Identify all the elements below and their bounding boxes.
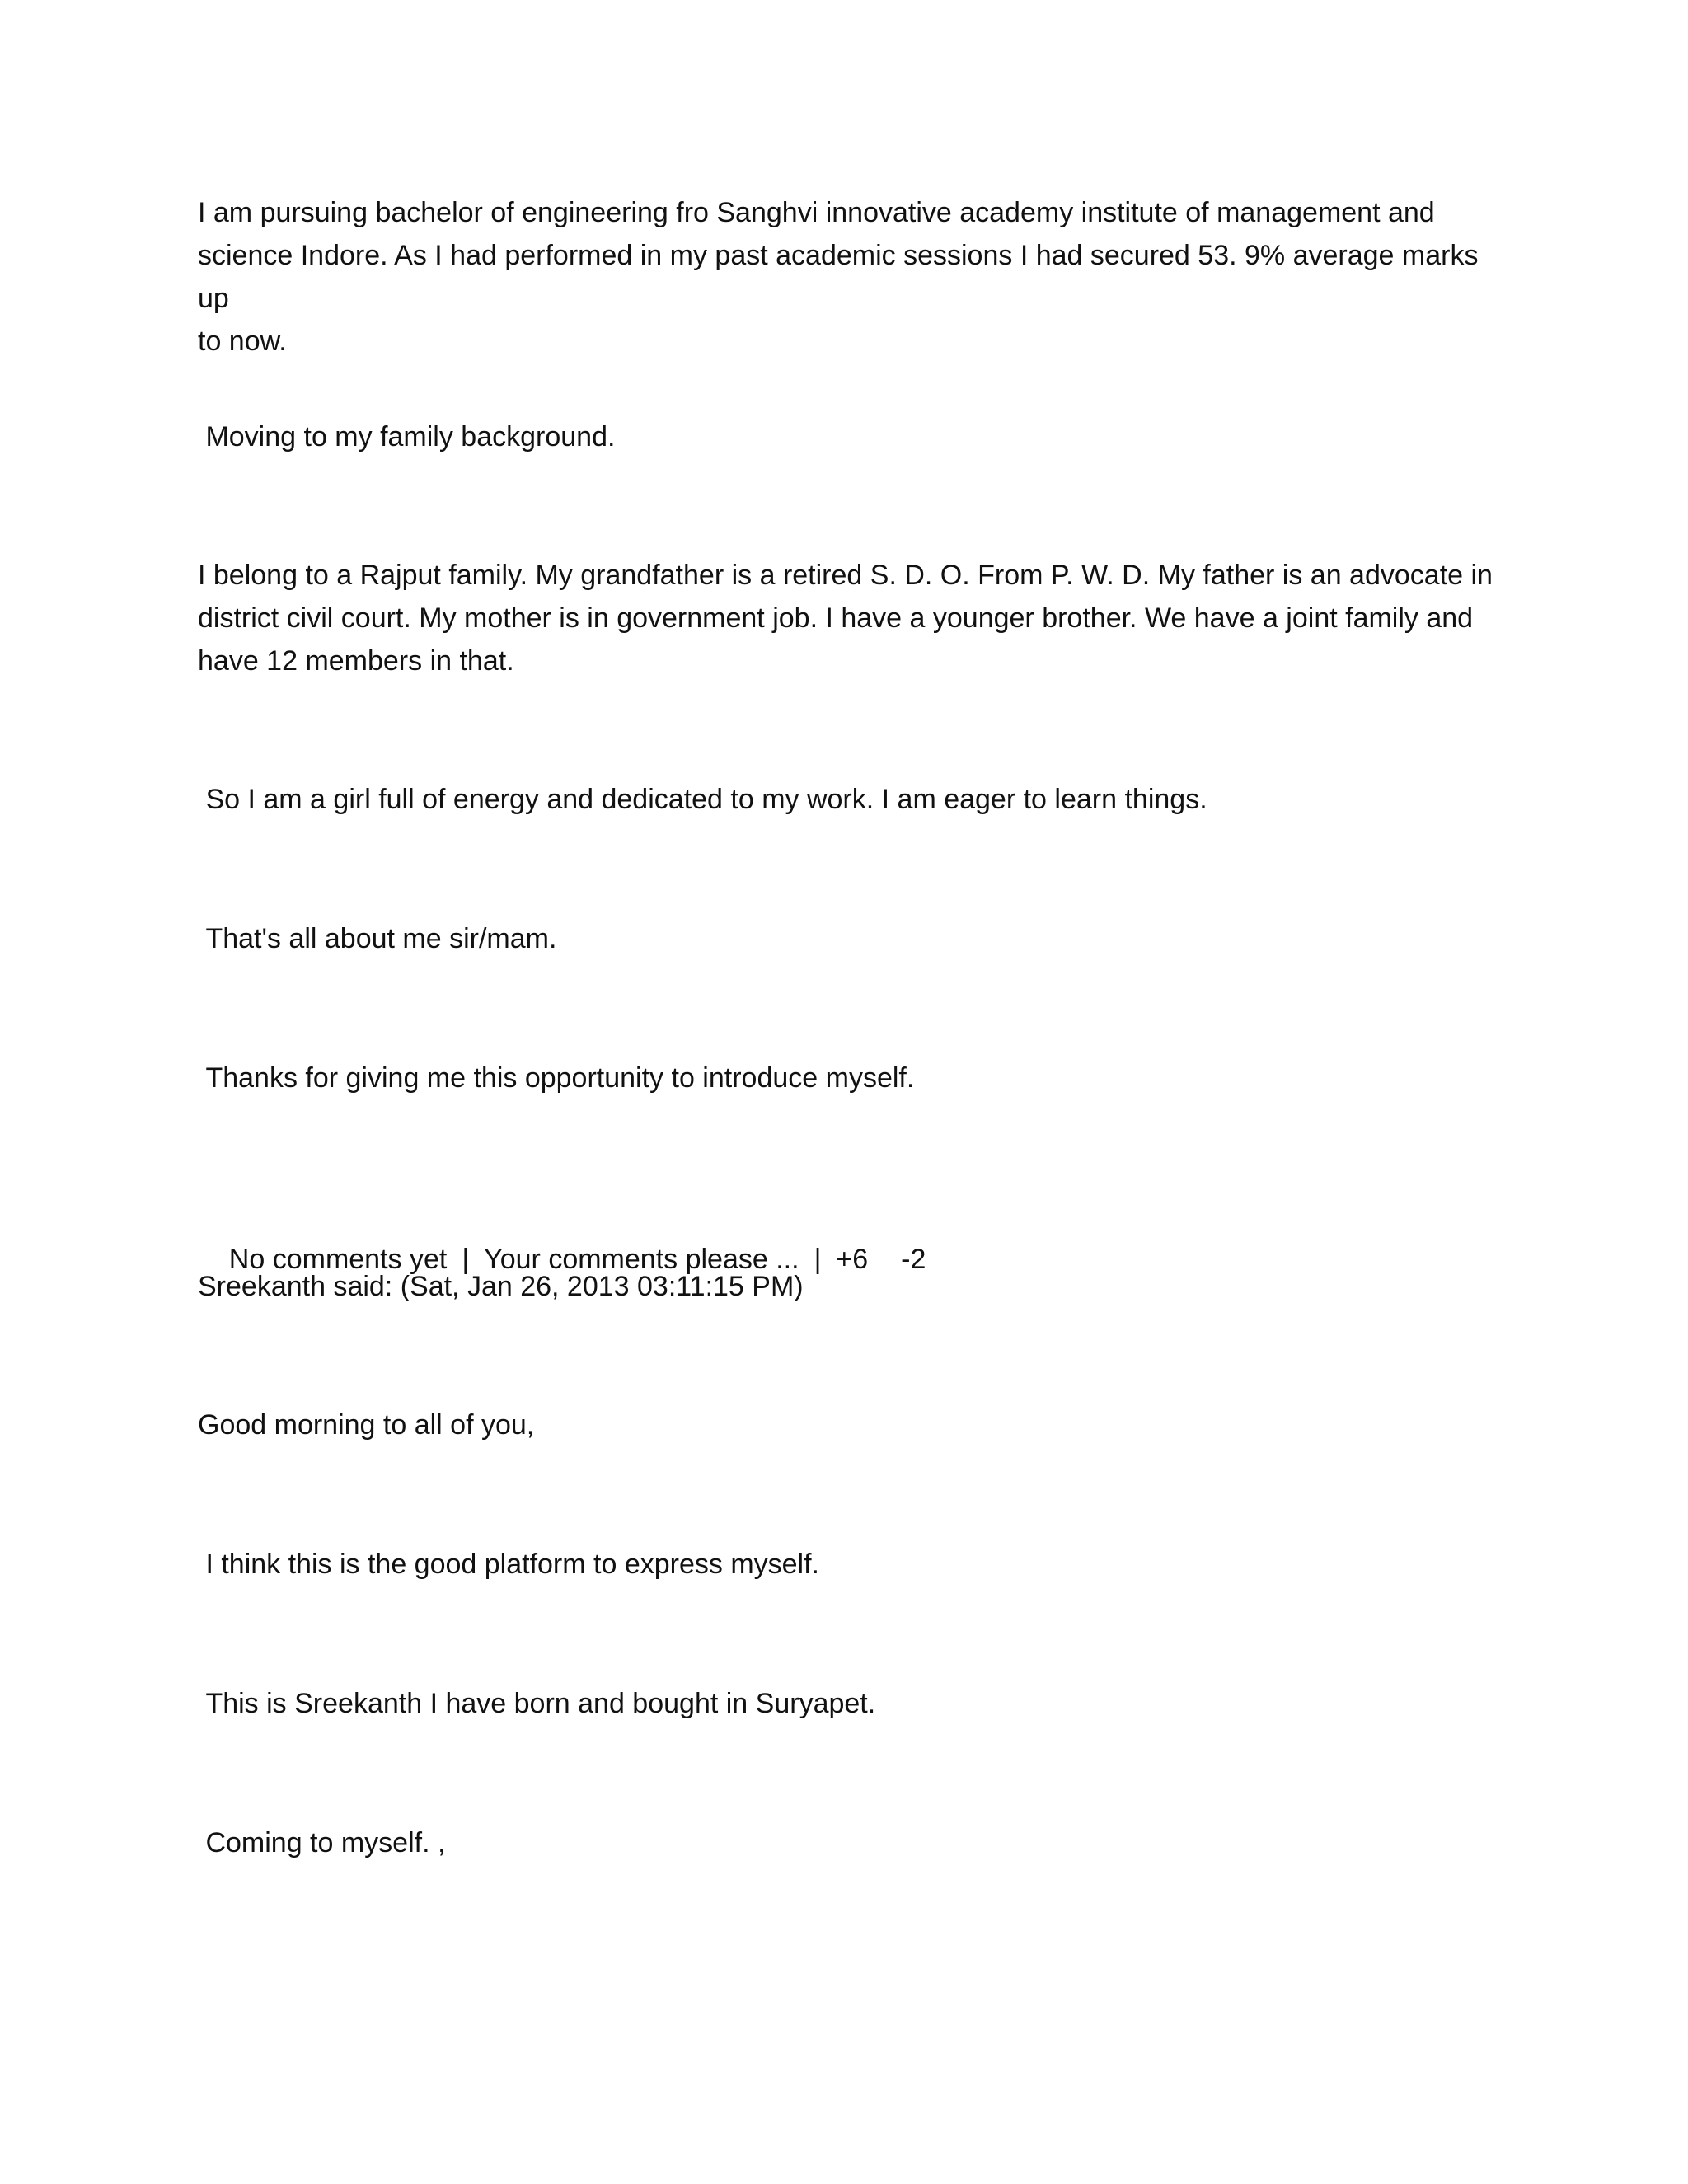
meta-separator: | (462, 1244, 470, 1275)
comment-header: Sreekanth said: (Sat, Jan 26, 2013 03:11:15 PM) (198, 1271, 804, 1302)
vote-down-count[interactable]: -2 (901, 1244, 926, 1275)
paragraph-platform: I think this is the good platform to express myself. (198, 1549, 819, 1580)
paragraph-line: have 12 members in that. (198, 645, 514, 677)
paragraph-greeting: Good morning to all of you, (198, 1409, 535, 1441)
paragraph-education (198, 191, 1517, 363)
comments-status[interactable]: No comments yet (228, 1244, 448, 1275)
paragraph-personality: So I am a girl full of energy and dedicated to my work. I am eager to learn things. (198, 784, 1207, 815)
comments-prompt-link[interactable]: Your comments please ... (484, 1244, 799, 1275)
paragraph-line: science Indore. As I had performed in my past academic sessions I had secured 53. 9% average marks up (198, 240, 1479, 314)
paragraph-thanks: Thanks for giving me this opportunity to introduce myself. (198, 1062, 915, 1094)
paragraph-line: I belong to a Rajput family. My grandfather is a retired S. D. O. From P. W. D. My father is an advocate in (198, 560, 1493, 591)
paragraph-line: I am pursuing bachelor of engineering fro Sanghvi innovative academy institute of management and (198, 197, 1435, 228)
vote-up-count[interactable]: +6 (836, 1244, 869, 1275)
paragraph-line: to now. (198, 326, 287, 357)
paragraph-introduction: This is Sreekanth I have born and bought in Suryapet. (198, 1688, 876, 1719)
paragraph-coming-to-myself: Coming to myself. , (198, 1827, 446, 1858)
meta-separator: | (814, 1244, 822, 1275)
paragraph-closing: That's all about me sir/mam. (198, 923, 557, 954)
paragraph-line: district civil court. My mother is in government job. I have a younger brother. We have a joint family and (198, 602, 1474, 634)
paragraph-family-intro: Moving to my family background. (198, 421, 616, 452)
paragraph-family (198, 554, 1517, 682)
